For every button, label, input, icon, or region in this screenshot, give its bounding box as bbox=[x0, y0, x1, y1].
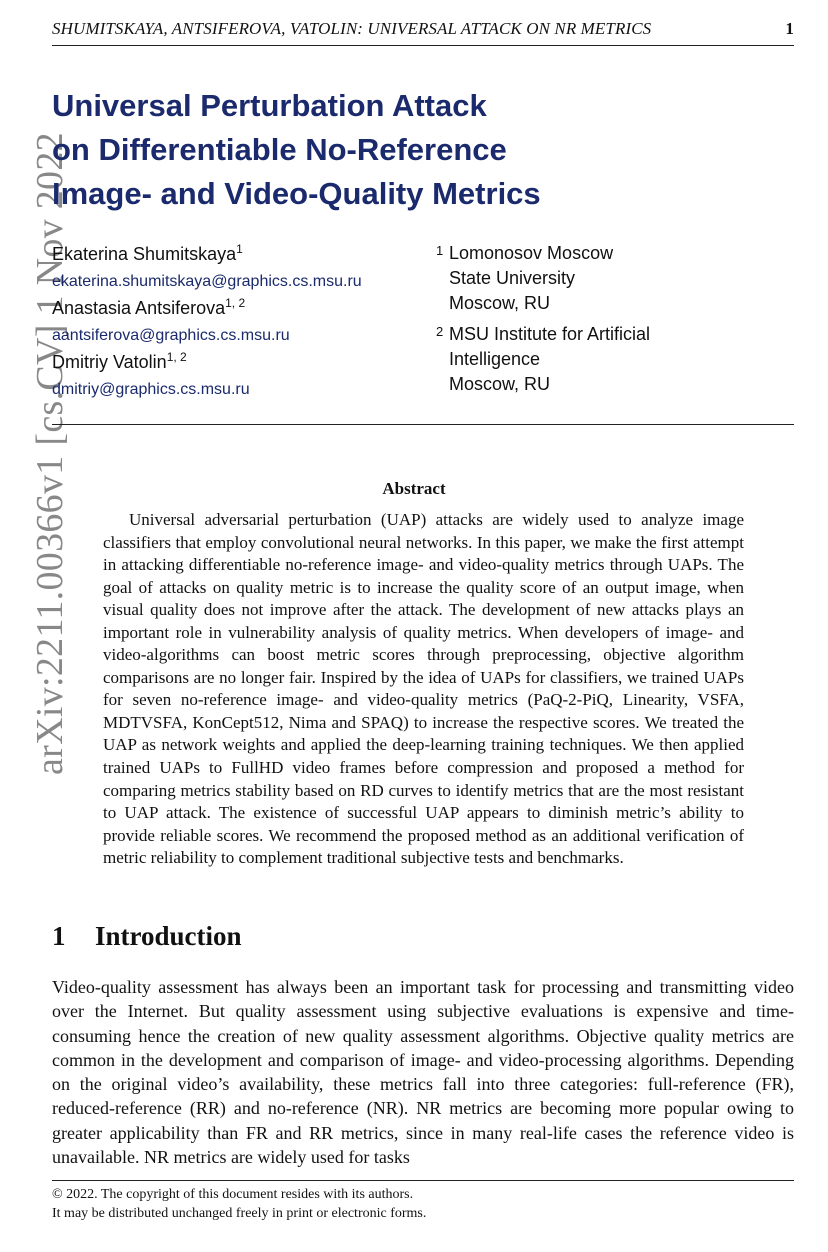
affiliation-line: State University bbox=[449, 268, 576, 288]
author-affiliation-mark: 1 bbox=[236, 242, 243, 256]
author-email[interactable]: dmitriy@graphics.cs.msu.ru bbox=[52, 381, 250, 398]
page-number: 1 bbox=[785, 19, 794, 38]
author-block bbox=[52, 241, 432, 295]
abstract-heading: Abstract bbox=[382, 479, 446, 498]
title-line: Image- and Video-Quality Metrics bbox=[52, 176, 541, 211]
abstract-text: Universal adversarial perturbation (UAP) attacks are widely used to analyze image classifiers that employ convolutional neural networks. In this paper, we make the first attempt in attacking differentiable no-reference image- and video-quality metrics through UAPs. The goal of attacks on quality metric is to increase the quality score of an output image, when visual quality does not improve after the attack. The development of new attacks plays an important role in vulnerability analysis of quality metrics. When developers of image- and video-algorithms can boost metric scores through preprocessing, objective algorithm comparisons are no longer fair. Inspired by the idea of UAPs for classifiers, we trained UAPs for seven no-reference image- and video-quality metrics (PaQ-2-PiQ, Linearity, VSFA, MDTVSFA, KonCept512, Nima and SPAQ) to increase the respective scores. We treated the UAP as network weights and applied the deep-learning training techniques. We then applied trained UAPs to FullHD video frames before compression and proposed a method for comparing metrics stability based on RD curves to identify metrics that are the most resistant to UAP attack. The existence of successful UAP appears to diminish metric’s ability to provide reliable scores. We recommend the proposed method as an additional verification of metric reliability to complement traditional subjective tests and benchmarks. bbox=[103, 510, 744, 868]
author-name: Dmitriy Vatolin bbox=[52, 352, 167, 372]
affiliation-line: Intelligence bbox=[449, 349, 541, 369]
author-block bbox=[52, 295, 432, 349]
affiliation-mark: 2 bbox=[436, 324, 444, 339]
section-title: Introduction bbox=[95, 921, 242, 951]
footnote-divider bbox=[52, 1180, 794, 1181]
arxiv-stamp: arXiv:2211.00366v1 [cs.CV] 1 Nov 2022 bbox=[29, 132, 71, 775]
copyright-line: © 2022. The copyright of this document resides with its authors. bbox=[52, 1187, 414, 1202]
section-number: 1 bbox=[52, 921, 66, 951]
affiliation bbox=[436, 322, 796, 397]
distribution-line: It may be distributed unchanged freely in print or electronic forms. bbox=[52, 1206, 427, 1221]
affiliation-line: Moscow, RU bbox=[449, 293, 551, 313]
author-affiliation-mark: 1, 2 bbox=[166, 350, 187, 364]
title-line: on Differentiable No-Reference bbox=[52, 132, 507, 167]
affiliation bbox=[436, 241, 796, 316]
author-email[interactable]: ekaterina.shumitskaya@graphics.cs.msu.ru bbox=[52, 273, 362, 290]
author-affiliation-mark: 1, 2 bbox=[225, 296, 246, 310]
paper-title bbox=[52, 84, 672, 216]
copyright-footnote bbox=[52, 1185, 794, 1223]
author-list bbox=[52, 241, 432, 403]
author-email[interactable]: aantsiferova@graphics.cs.msu.ru bbox=[52, 327, 290, 344]
affiliation-mark: 1 bbox=[436, 243, 444, 258]
running-header bbox=[52, 19, 794, 46]
author-divider bbox=[52, 424, 794, 425]
section-heading bbox=[52, 921, 242, 952]
author-name: Ekaterina Shumitskaya bbox=[52, 244, 237, 264]
author-block bbox=[52, 349, 432, 403]
author-name: Anastasia Antsiferova bbox=[52, 298, 226, 318]
affiliation-line: MSU Institute for Artificial bbox=[449, 324, 651, 344]
affiliation-list bbox=[436, 241, 796, 403]
introduction-text: Video-quality assessment has always been an important task for processing and transmitting video over the Internet. But quality assessment using subjective evaluations is expensive and time-consuming hence the creation of new quality assessment algorithms. Objective quality metrics are common in the development and comparison of image- and video-processing algorithms. Depending on the original video’s availability, these metrics fall into three categories: full-reference (FR), reduced-reference (RR) and no-reference (NR). NR metrics are becoming more popular owing to greater applicability than FR and RR metrics, since in many real-life cases the reference video is unavailable. NR metrics are widely used for tasks bbox=[52, 977, 794, 1168]
affiliation-line: Moscow, RU bbox=[449, 374, 551, 394]
affiliation-line: Lomonosov Moscow bbox=[449, 243, 614, 263]
title-line: Universal Perturbation Attack bbox=[52, 88, 487, 123]
running-title: SHUMITSKAYA, ANTSIFEROVA, VATOLIN: UNIVERSAL ATTACK ON NR METRICS bbox=[52, 19, 652, 38]
